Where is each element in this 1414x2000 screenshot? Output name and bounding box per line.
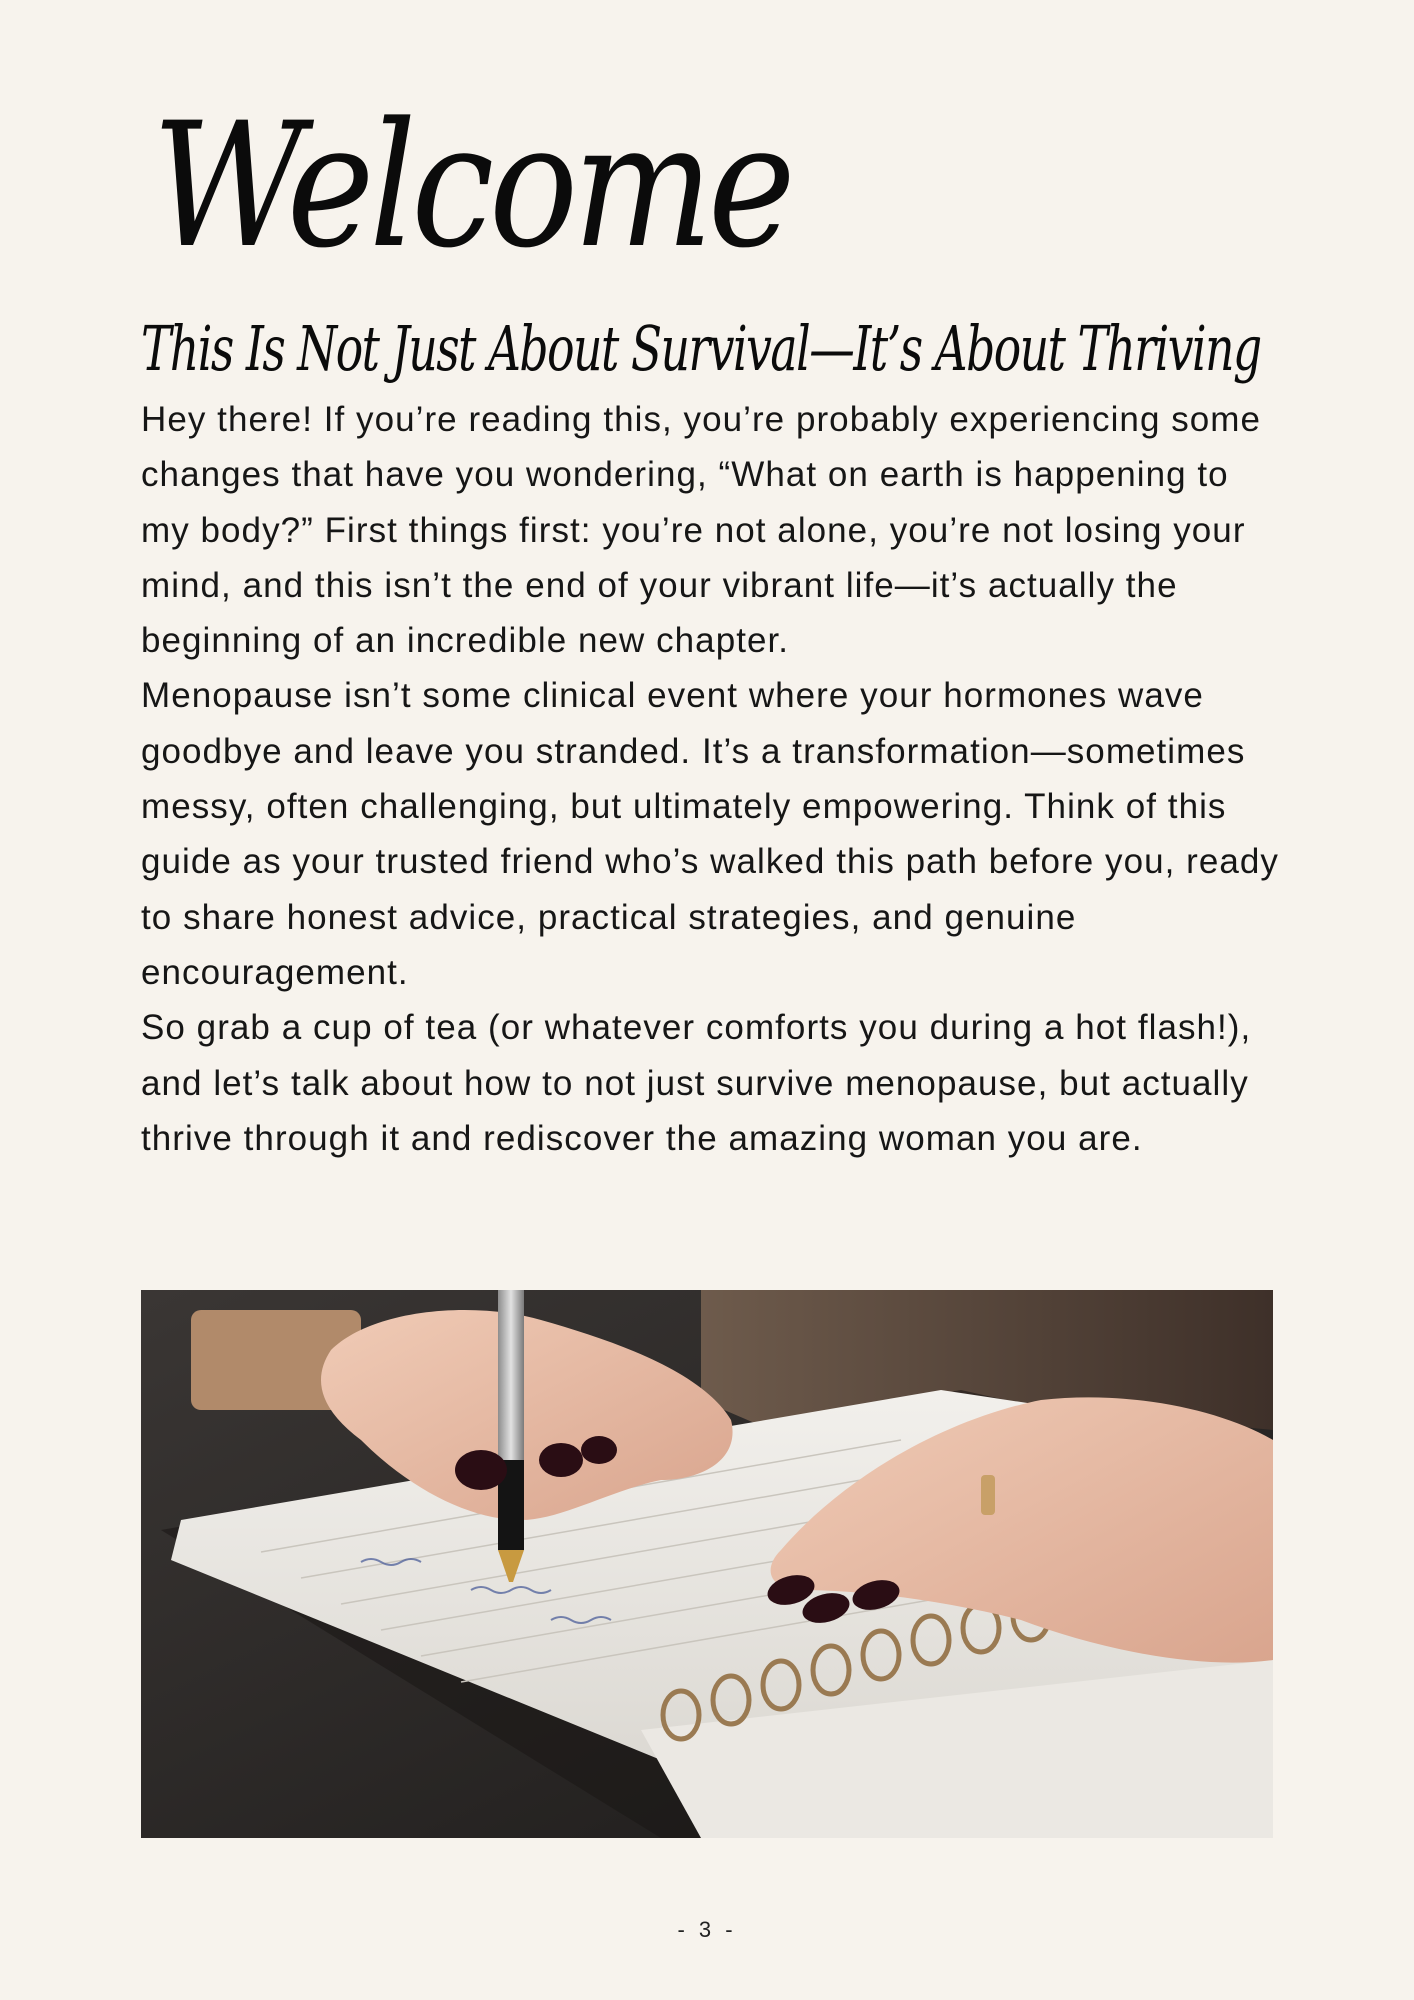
page-title: Welcome [152, 85, 791, 286]
notebook-writing-photo [141, 1290, 1273, 1838]
page-subtitle: This Is Not Just About Survival—It’s About Thriving [141, 312, 1261, 385]
paragraph-intro: Hey there! If you’re reading this, you’re probably experiencing some changes that have you wondering, “What on earth is happening to my body?” First things first: you’re not alone, you’re not losing your mind, and this isn’t the end of your vibrant life—it’s actually the beginning of an incredible new chapter. [141, 400, 1262, 661]
paragraph-invitation: So grab a cup of tea (or whatever comforts you during a hot flash!), and let’s talk about how to not just survive menopause, but actually thrive through it and rediscover the amazing woman you are. [141, 1008, 1252, 1158]
page-number: - 3 - [677, 1917, 737, 1942]
paragraph-transformation: Menopause isn’t some clinical event where your hormones wave goodbye and leave you stranded. It’s a transformation—sometimes messy, often challenging, but ultimately empowering. Think of this guide as your trusted friend who’s walked this path before you, ready to share honest advice, practical strategies, and genuine encouragement. [141, 676, 1279, 992]
body-text [141, 392, 1281, 1166]
notebook-writing-illustration [141, 1290, 1273, 1838]
